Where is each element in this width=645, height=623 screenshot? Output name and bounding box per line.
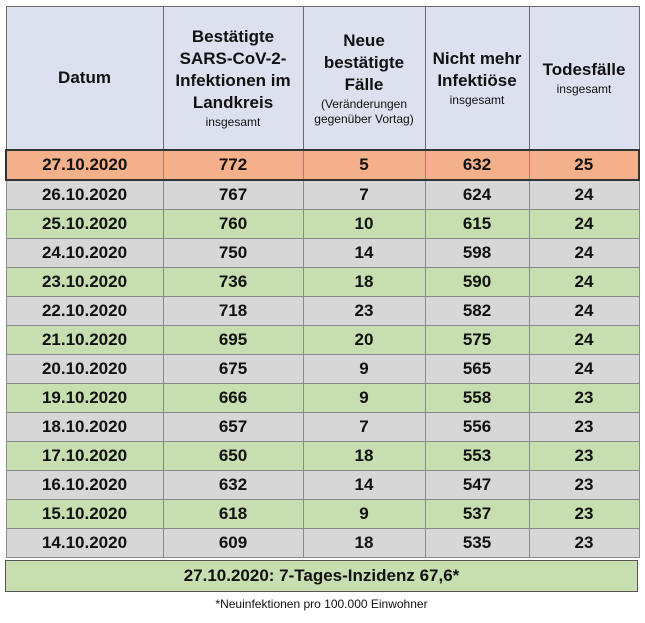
deaths-cell: 23 (529, 384, 639, 413)
deaths-cell: 23 (529, 471, 639, 500)
table-row (6, 239, 639, 268)
date-cell: 23.10.2020 (6, 268, 163, 297)
deaths-cell: 25 (529, 150, 639, 180)
confirmed-cell: 650 (163, 442, 303, 471)
date-cell: 19.10.2020 (6, 384, 163, 413)
date-cell: 16.10.2020 (6, 471, 163, 500)
date-cell: 15.10.2020 (6, 500, 163, 529)
date-cell: 27.10.2020 (6, 150, 163, 180)
confirmed-cell: 618 (163, 500, 303, 529)
date-cell: 26.10.2020 (6, 180, 163, 210)
recovered-cell: 556 (425, 413, 529, 442)
deaths-cell: 23 (529, 413, 639, 442)
date-cell: 21.10.2020 (6, 326, 163, 355)
deaths-cell: 24 (529, 297, 639, 326)
deaths-cell: 24 (529, 326, 639, 355)
new-cases-cell: 23 (303, 297, 425, 326)
header-bestaetigte-infektionen (163, 7, 303, 151)
covid-table-container (5, 6, 638, 611)
deaths-cell: 23 (529, 442, 639, 471)
recovered-cell: 624 (425, 180, 529, 210)
deaths-cell: 23 (529, 529, 639, 558)
new-cases-cell: 20 (303, 326, 425, 355)
table-row (6, 442, 639, 471)
date-cell: 20.10.2020 (6, 355, 163, 384)
header-datum (6, 7, 163, 151)
table-row (6, 413, 639, 442)
header-todesfaelle-label: Todesfälle (542, 60, 626, 79)
table-row (6, 326, 639, 355)
header-infektioese-sublabel: insgesamt (449, 93, 505, 107)
header-datum-label: Datum (58, 68, 111, 87)
date-cell: 25.10.2020 (6, 210, 163, 239)
deaths-cell: 24 (529, 180, 639, 210)
table-row (6, 471, 639, 500)
new-cases-cell: 14 (303, 239, 425, 268)
recovered-cell: 590 (425, 268, 529, 297)
header-row (6, 7, 639, 151)
header-neue-faelle (303, 7, 425, 151)
recovered-cell: 565 (425, 355, 529, 384)
new-cases-cell: 9 (303, 384, 425, 413)
recovered-cell: 582 (425, 297, 529, 326)
deaths-cell: 24 (529, 210, 639, 239)
header-neue-faelle-label: Neue bestätigte Fälle (323, 30, 405, 94)
recovered-cell: 537 (425, 500, 529, 529)
new-cases-cell: 5 (303, 150, 425, 180)
table-row (6, 210, 639, 239)
date-cell: 22.10.2020 (6, 297, 163, 326)
recovered-cell: 575 (425, 326, 529, 355)
new-cases-cell: 10 (303, 210, 425, 239)
new-cases-cell: 18 (303, 268, 425, 297)
confirmed-cell: 736 (163, 268, 303, 297)
deaths-cell: 24 (529, 355, 639, 384)
table-row (6, 150, 639, 180)
recovered-cell: 615 (425, 210, 529, 239)
confirmed-cell: 675 (163, 355, 303, 384)
date-cell: 18.10.2020 (6, 413, 163, 442)
header-infektioese-label: Nicht mehr Infektiöse (432, 49, 522, 90)
header-infektionen-sublabel: insgesamt (205, 115, 261, 129)
recovered-cell: 535 (425, 529, 529, 558)
recovered-cell: 632 (425, 150, 529, 180)
new-cases-cell: 18 (303, 529, 425, 558)
confirmed-cell: 750 (163, 239, 303, 268)
table-row (6, 355, 639, 384)
date-cell: 14.10.2020 (6, 529, 163, 558)
table-row (6, 268, 639, 297)
recovered-cell: 553 (425, 442, 529, 471)
confirmed-cell: 632 (163, 471, 303, 500)
deaths-cell: 24 (529, 239, 639, 268)
header-todesfaelle-sublabel: insgesamt (556, 82, 612, 96)
table-row (6, 384, 639, 413)
confirmed-cell: 666 (163, 384, 303, 413)
recovered-cell: 598 (425, 239, 529, 268)
date-cell: 17.10.2020 (6, 442, 163, 471)
new-cases-cell: 7 (303, 180, 425, 210)
header-nicht-mehr-infektioese (425, 7, 529, 151)
header-todesfaelle (529, 7, 639, 151)
footnote: *Neuinfektionen pro 100.000 Einwohner (215, 597, 428, 611)
confirmed-cell: 772 (163, 150, 303, 180)
deaths-cell: 23 (529, 500, 639, 529)
new-cases-cell: 7 (303, 413, 425, 442)
table-row (6, 500, 639, 529)
table-row (6, 529, 639, 558)
covid-statistics-table (5, 6, 640, 558)
confirmed-cell: 657 (163, 413, 303, 442)
deaths-cell: 24 (529, 268, 639, 297)
incidence-summary: 27.10.2020: 7-Tages-Inzidenz 67,6* (5, 560, 638, 592)
new-cases-cell: 9 (303, 355, 425, 384)
recovered-cell: 558 (425, 384, 529, 413)
table-row (6, 180, 639, 210)
confirmed-cell: 760 (163, 210, 303, 239)
new-cases-cell: 18 (303, 442, 425, 471)
header-neue-faelle-sublabel: (Veränderungen gegenüber Vortag) (314, 96, 414, 126)
recovered-cell: 547 (425, 471, 529, 500)
confirmed-cell: 609 (163, 529, 303, 558)
new-cases-cell: 14 (303, 471, 425, 500)
table-row (6, 297, 639, 326)
header-infektionen-label: Bestätigte SARS-CoV-2-Infektionen im Landkreis (175, 27, 291, 112)
confirmed-cell: 695 (163, 326, 303, 355)
confirmed-cell: 718 (163, 297, 303, 326)
date-cell: 24.10.2020 (6, 239, 163, 268)
confirmed-cell: 767 (163, 180, 303, 210)
new-cases-cell: 9 (303, 500, 425, 529)
